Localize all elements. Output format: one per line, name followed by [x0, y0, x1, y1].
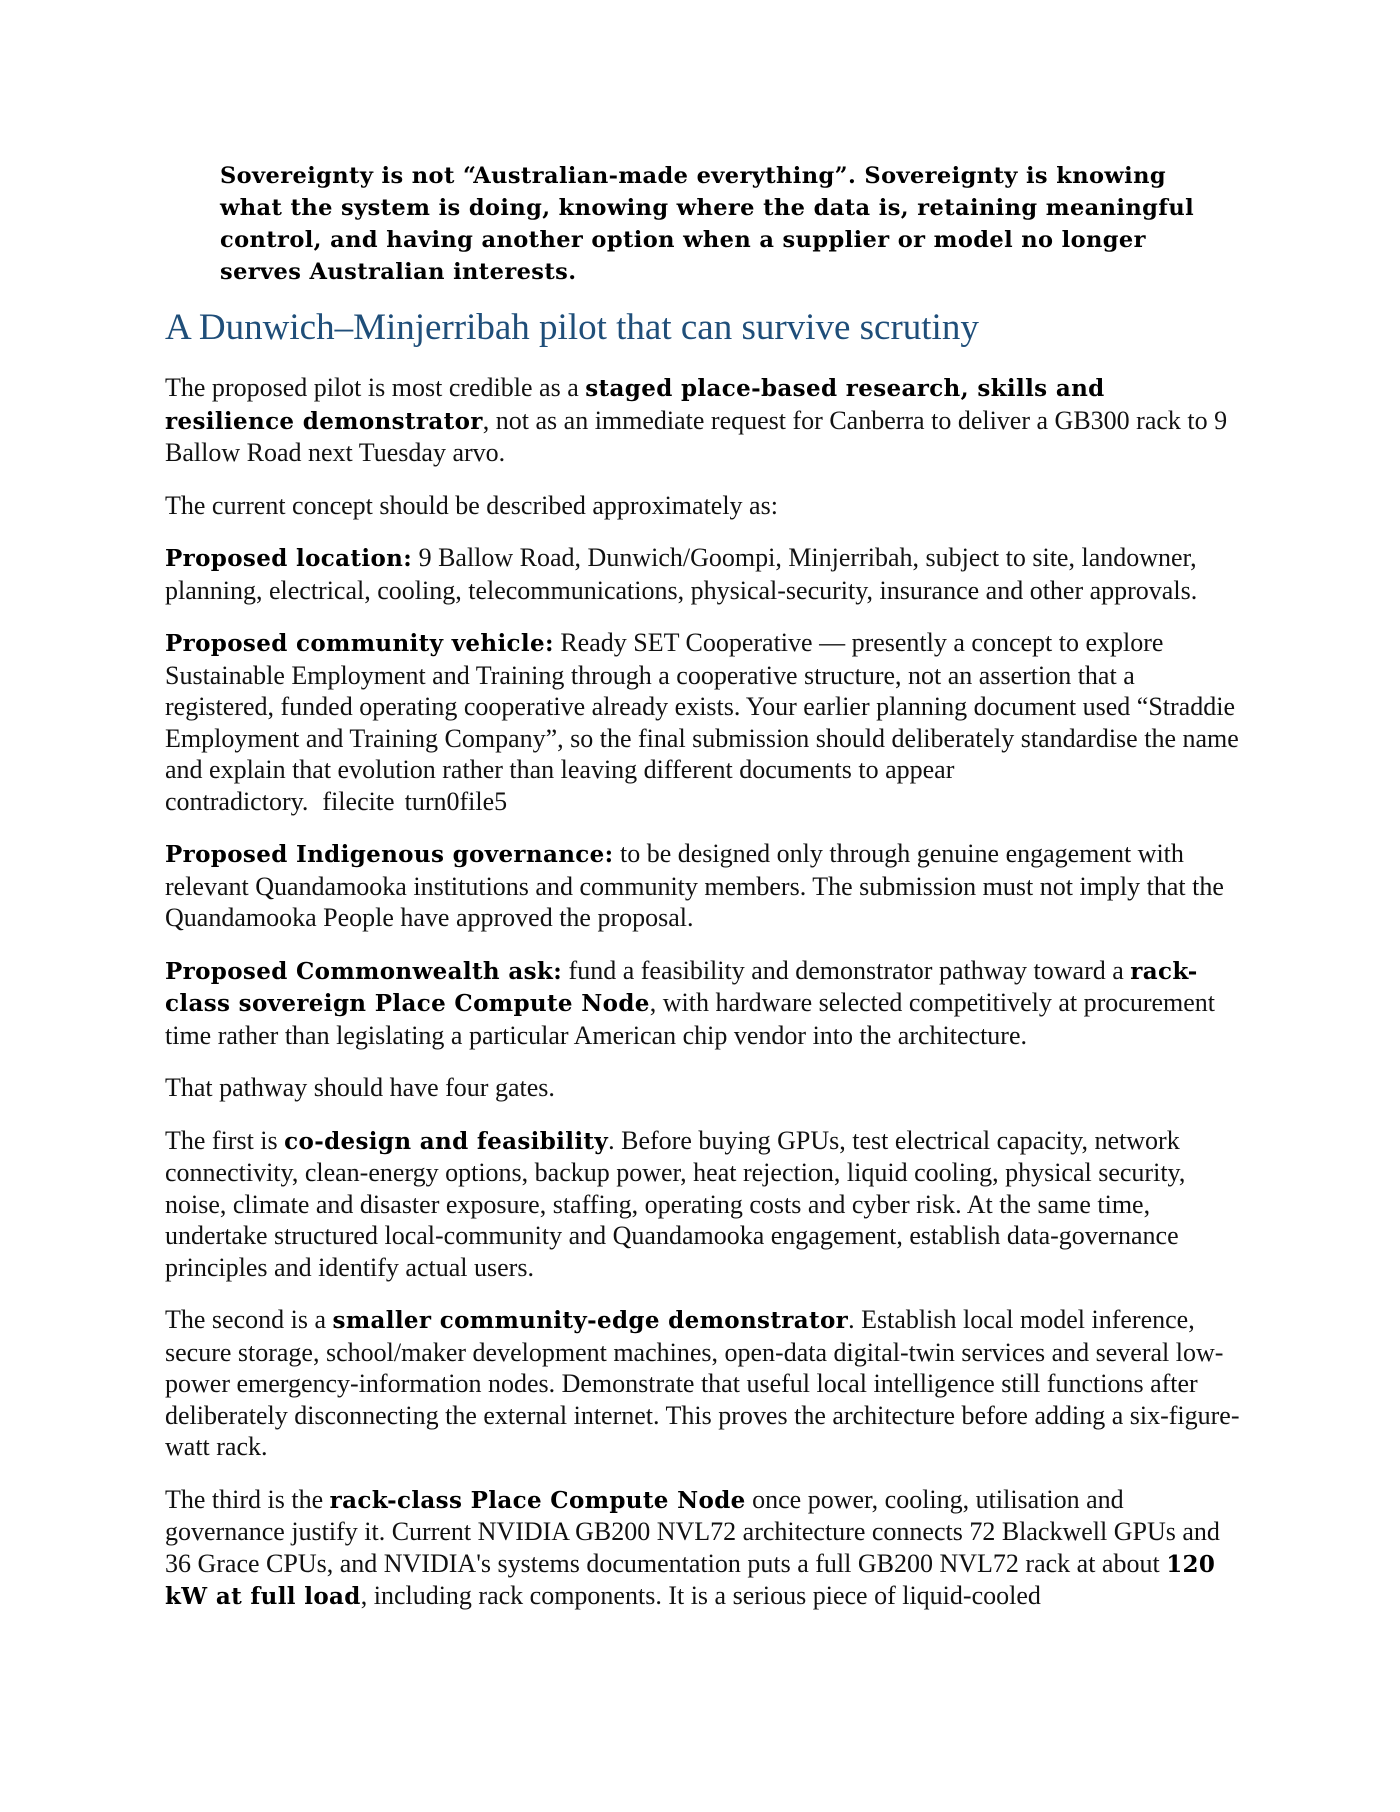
emphasis-power-figure: 120 kW at full load — [165, 1550, 1216, 1610]
citation-ref[interactable]: turn0file5 — [404, 786, 508, 816]
label-indigenous-governance: Proposed Indigenous governance: — [165, 841, 614, 868]
paragraph-commonwealth-ask: Proposed Commonwealth ask: fund a feasibility and demonstrator pathway toward a rack-class sovereign Place Compute Node, with hardware selected competitively at procurement time rather than legislating a particular American chip vendor into the architecture. — [165, 955, 1216, 1050]
emphasis-staged-demonstrator: staged place-based research, skills and resilience demonstrator — [165, 375, 1105, 435]
emphasis-co-design: co-design and feasibility — [284, 1127, 609, 1155]
citation-marker[interactable]: filecite — [322, 786, 395, 816]
paragraph-four-gates: That pathway should have four gates. — [165, 1073, 555, 1102]
section-heading: A Dunwich–Minjerribah pilot that can survive scrutiny — [165, 307, 979, 348]
paragraph-community-vehicle: Proposed community vehicle: Ready SET Cooperative — presently a concept to explore Sustainable Employment and Training through a cooperative structure, not an assertion that a registered, funded operating cooperative already exists. Your earlier planning document used “Straddie Employment and Training Company”, so the final submission should deliberately standardise the name and explain that evolution rather than leaving different documents to appear contradictory. filecite turn0file5 — [165, 628, 1239, 816]
paragraph-indigenous-governance: Proposed Indigenous governance: to be designed only through genuine engagement with relevant Quandamooka institutions and community members. The submission must not imply that the Quandamooka People have approved the proposal. — [165, 839, 1224, 932]
emphasis-edge-demonstrator: smaller community-edge demonstrator — [332, 1307, 849, 1334]
paragraph-pilot-credibility: The proposed pilot is most credible as a staged place-based research, skills and resilience demonstrator, not as an immediate request for Canberra to deliver a GB300 rack to 9 Ballow Road next Tuesday arvo. — [165, 373, 1228, 467]
emphasis-rack-class-node: rack-class Place Compute Node — [329, 1486, 746, 1514]
label-community-vehicle: Proposed community vehicle: — [165, 630, 554, 657]
emphasis-place-compute-node: rack-class sovereign Place Compute Node — [165, 957, 1198, 1017]
paragraph-proposed-location: Proposed location: 9 Ballow Road, Dunwich/Goompi, Minjerribah, subject to site, landowner, planning, electrical, cooling, telecommunications, physical-security, insurance and other approvals. — [165, 543, 1198, 605]
paragraph-gate-three: The third is the rack-class Place Compute Node once power, cooling, utilisation and governance justify it. Current NVIDIA GB200 NVL72 architecture connects 72 Blackwell GPUs and 36 Grace CPUs, and NVIDIA's systems documentation puts a full GB200 NVL72 rack at about 120 kW at full load, including rack components. It is a serious piece of liquid-cooled — [165, 1484, 1220, 1610]
paragraph-concept-intro: The current concept should be described approximately as: — [165, 490, 778, 520]
document-page — [165, 160, 1240, 1634]
paragraph-gate-one: The first is co-design and feasibility. Before buying GPUs, test electrical capacity, network connectivity, clean-energy options, backup power, heat rejection, liquid cooling, physical security, noise, climate and disaster exposure, staffing, operating costs and cyber risk. At the same time, undertake structured local-community and Quandamooka engagement, establish data-governance principles and identify actual users. — [165, 1125, 1186, 1282]
pull-quote: Sovereignty is not “Australian-made everything”. Sovereignty is knowing what the system is doing, knowing where the data is, retaining meaningful control, and having another option when a supplier or model no longer serves Australian interests. — [220, 163, 1195, 285]
label-commonwealth-ask: Proposed Commonwealth ask: — [165, 957, 563, 985]
label-proposed-location: Proposed location: — [165, 545, 413, 572]
paragraph-gate-two: The second is a smaller community-edge demonstrator. Establish local model inference, secure storage, school/maker development machines, open-data digital-twin services and several low-power emergency-information nodes. Demonstrate that useful local intelligence still functions after deliberately disconnecting the external internet. This proves the architecture before adding a six-figure-watt rack. — [165, 1305, 1240, 1461]
